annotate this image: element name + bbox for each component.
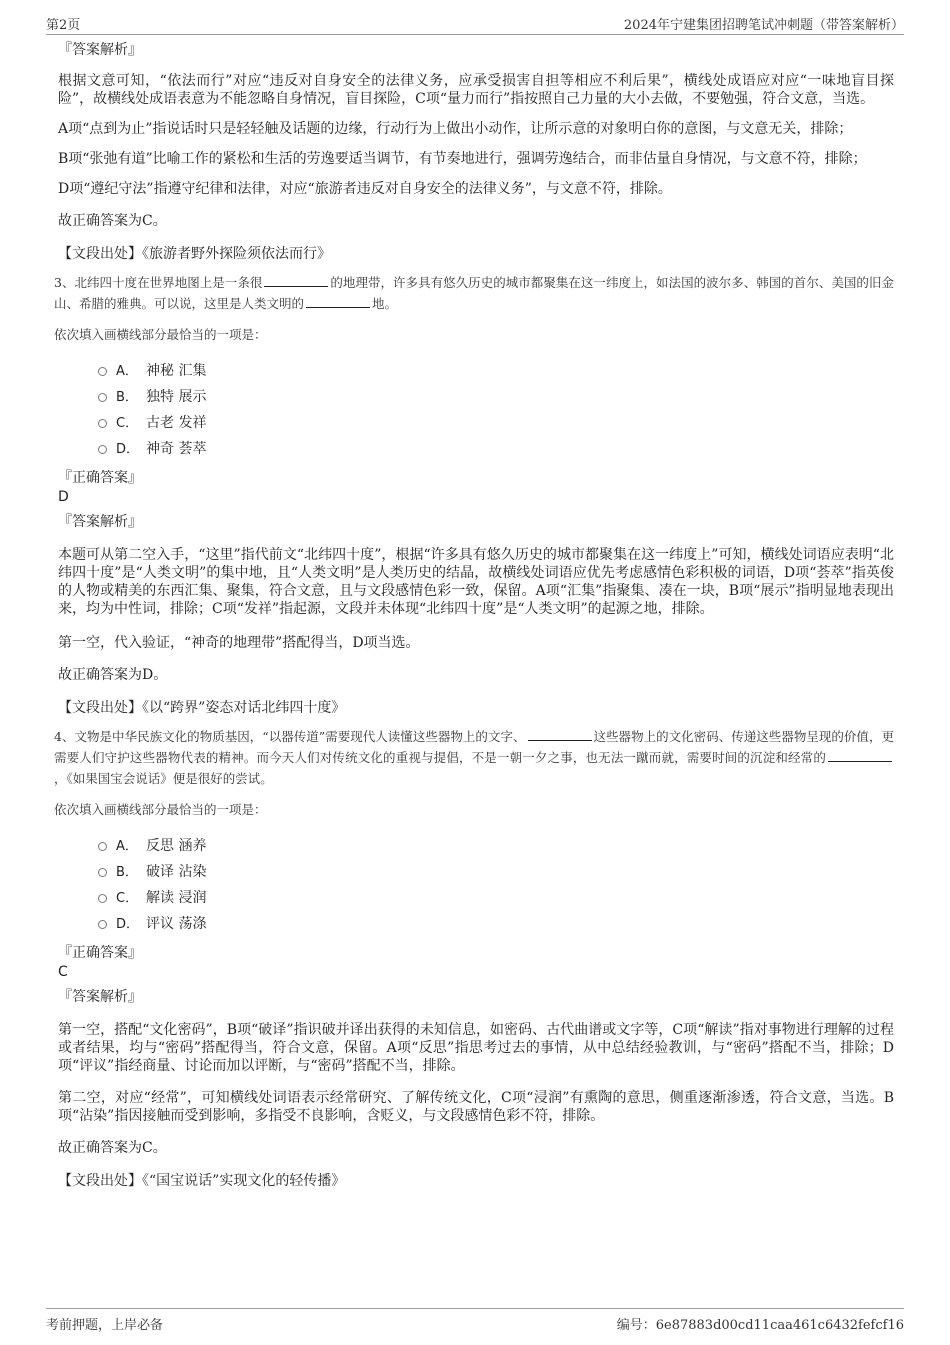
- footer-slogan: 考前押题，上岸必备: [46, 1318, 164, 1333]
- conclusion-paragraph: 故正确答案为C。: [58, 1140, 167, 1156]
- fill-blank: [264, 274, 328, 287]
- analysis-paragraph: D项“遵纪守法”指遵守纪律和法律，对应“旅游者违反对自身安全的法律义务”，与文意不符，排除。: [58, 181, 672, 197]
- page-content: [54, 40, 894, 1191]
- option-c[interactable]: C． 古老 发祥: [58, 410, 894, 436]
- correct-answer: C: [58, 964, 68, 980]
- conclusion-paragraph: 故正确答案为D。: [58, 667, 168, 683]
- question-4-options: [58, 833, 894, 937]
- radio-button-icon[interactable]: [98, 445, 107, 454]
- page-number: 第2页: [46, 18, 81, 33]
- passage-source: 【文段出处】《旅游者野外探险须依法而行》: [58, 246, 331, 262]
- question-3-options: [58, 358, 894, 462]
- option-b[interactable]: B． 破译 沾染: [58, 859, 894, 885]
- radio-button-icon[interactable]: [98, 393, 107, 402]
- option-b[interactable]: B． 独特 展示: [58, 384, 894, 410]
- option-c[interactable]: C． 解读 浸润: [58, 885, 894, 911]
- document-title: 2024年宁建集团招聘笔试冲刺题（带答案解析）: [623, 18, 904, 33]
- analysis-paragraph: A项“点到为止”指说话时只是轻轻触及话题的边缘，行动行为上做出小动作，让所示意的对象明白你的意图，与文意无关，排除；: [58, 121, 853, 137]
- analysis-paragraph: 第二空，对应“经常”，可知横线处词语表示经常研究、了解传统文化，C项“浸润”有熏陶的意思，侧重逐渐渗透，符合文意，当选。B项“沾染”指因接触而受到影响，多指受不良影响，含贬义，与文段感情色彩不符，排除。: [58, 1090, 894, 1124]
- question-3-text: 3、北纬四十度在世界地图上是一条很 的地理带，许多具有悠久历史的城市都聚集在这一纬度上，如法国的波尔多、韩国的首尔、美国的旧金山、希腊的雅典。可以说，这里是人类文明的 地。: [54, 275, 894, 311]
- document-serial: 编号：6e87883d00cd11caa461c6432fefcf16: [616, 1318, 904, 1333]
- fill-blank: [828, 749, 892, 762]
- radio-button-icon[interactable]: [98, 920, 107, 929]
- correct-answer-label: 『正确答案』: [58, 945, 142, 961]
- option-d[interactable]: D． 评议 荡涤: [58, 911, 894, 937]
- option-a[interactable]: A． 反思 涵养: [58, 833, 894, 859]
- conclusion-paragraph: 故正确答案为C。: [58, 213, 167, 229]
- analysis-label: 『答案解析』: [58, 989, 142, 1005]
- passage-source: 【文段出处】《“国宝说话”实现文化的轻传播》: [58, 1173, 346, 1189]
- page-header: [46, 14, 904, 35]
- radio-button-icon[interactable]: [98, 842, 107, 851]
- analysis-label: 『答案解析』: [58, 514, 142, 530]
- analysis-paragraph: 本题可从第二空入手，“这里”指代前文“北纬四十度”，根据“许多具有悠久历史的城市都聚集在这一纬度上”可知，横线处词语应表明“北纬四十度”是“人类文明”的集中地，且“人类文明”是人类历史的结晶，故横线处词语应优先考虑感情色彩积极的词语，D项“荟萃”指英俊的人物或精美的东西汇集、聚集，符合文意，且与文段感情色彩一致，保留。A项“汇集”指聚集、凑在一块，B项“展示”指明显地表现出来，均为中性词，排除；C项“发祥”指起源，文段并未体现“北纬四十度”是“人类文明”的起源之地，排除。: [58, 547, 894, 617]
- analysis-paragraph: B项“张弛有道”比喻工作的紧松和生活的劳逸要适当调节，有节奏地进行，强调劳逸结合，而非估量自身情况，与文意不符，排除；: [58, 151, 867, 167]
- analysis-paragraph: 根据文意可知，“依法而行”对应“违反对自身安全的法律义务，应承受损害自担等相应不利后果”，横线处成语应对应“一味地盲目探险”，故横线处成语表意为不能忽略自身情况，盲目探险，C项“量力而行”指按照自己力量的大小去做，不要勉强，符合文意，当选。: [58, 73, 894, 107]
- fill-blank: [306, 295, 370, 308]
- analysis-paragraph: 第一空，代入验证，“神奇的地理带”搭配得当，D项当选。: [58, 635, 420, 651]
- page-footer: [46, 1308, 904, 1333]
- analysis-label: 『答案解析』: [58, 42, 142, 58]
- question-3-prompt: 依次填入画横线部分最恰当的一项是：: [54, 327, 267, 342]
- radio-button-icon[interactable]: [98, 367, 107, 376]
- radio-button-icon[interactable]: [98, 894, 107, 903]
- fill-blank: [528, 728, 592, 741]
- correct-answer-label: 『正确答案』: [58, 470, 142, 486]
- radio-button-icon[interactable]: [98, 868, 107, 877]
- passage-source: 【文段出处】《以“跨界”姿态对话北纬四十度》: [58, 700, 346, 716]
- question-4-text: 4、文物是中华民族文化的物质基因，“以器传道”需要现代人读懂这些器物上的文字、 这些器物上的文化密码、传递这些器物呈现的价值，更需要人们守护这些器物代表的精神。而今天人们对传统文化的重视与提倡，不是一朝一夕之事，也无法一蹴而就，需要时间的沉淀和经常的，《如果国宝会说话》便是很好的尝试。: [54, 729, 894, 786]
- option-a[interactable]: A． 神秘 汇集: [58, 358, 894, 384]
- correct-answer: D: [58, 489, 69, 505]
- question-4-prompt: 依次填入画横线部分最恰当的一项是：: [54, 802, 267, 817]
- radio-button-icon[interactable]: [98, 419, 107, 428]
- analysis-paragraph: 第一空，搭配“文化密码”，B项“破译”指识破并译出获得的未知信息，如密码、古代曲谱或文字等，C项“解读”指对事物进行理解的过程或者结果，均与“密码”搭配得当，符合文意，保留。A项“反思”指思考过去的事情，从中总结经验教训，与“密码”搭配不当，排除；D项“评议”指经商量、讨论而加以评断，与“密码”搭配不当，排除。: [58, 1022, 894, 1074]
- option-d[interactable]: D． 神奇 荟萃: [58, 436, 894, 462]
